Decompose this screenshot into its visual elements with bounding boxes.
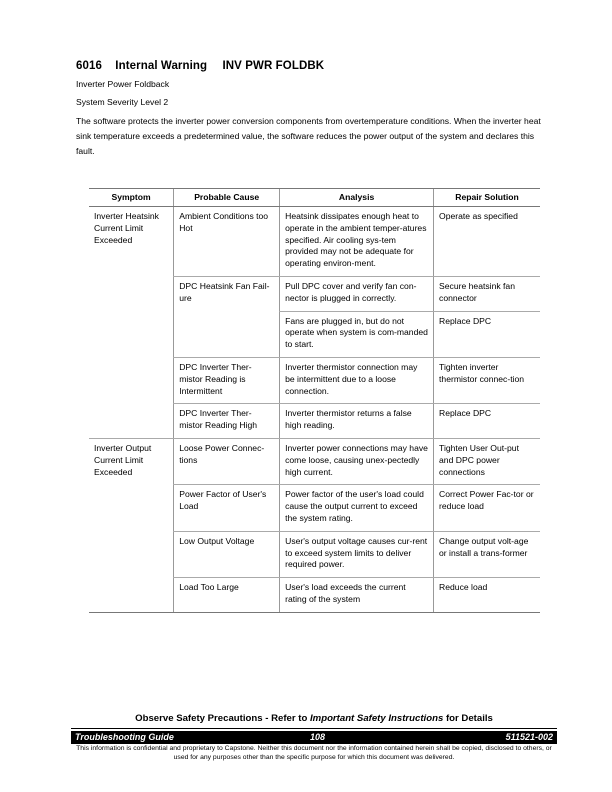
symptom-cell (89, 531, 174, 577)
safety-prefix: Observe Safety Precautions - Refer to (135, 713, 311, 724)
guide-title: Troubleshooting Guide (75, 732, 174, 742)
repair-cell: Tighten inverter thermistor connec-tion (434, 357, 540, 403)
fault-heading (76, 60, 548, 72)
column-header: Probable Cause (174, 189, 280, 207)
analysis-cell: Heatsink dissipates enough heat to operate in the ambient temper-atures specified. Air cooling sys-tem provided may not be adequate for operating environ-ment. (280, 207, 434, 277)
safety-link-text: Important Safety Instructions (310, 713, 444, 724)
page-content (76, 60, 548, 159)
repair-cell: Replace DPC (434, 311, 540, 357)
analysis-cell: Inverter thermistor connection may be intermittent due to a loose connection. (280, 357, 434, 403)
repair-cell: Secure heatsink fan connector (434, 276, 540, 311)
fault-name: Internal Warning (115, 60, 208, 72)
repair-cell: Change output volt-age or install a trans-former (434, 531, 540, 577)
symptom-cell: Inverter Heatsink Current Limit Exceeded (94, 211, 159, 245)
fault-mnemonic: INV PWR FOLDBK (222, 60, 325, 72)
cause-cell: Power Factor of User's Load (174, 485, 280, 531)
column-header: Repair Solution (434, 189, 540, 207)
cause-cell: Low Output Voltage (174, 531, 280, 577)
analysis-cell: Inverter thermistor returns a false high reading. (280, 404, 434, 439)
repair-cell: Tighten User Out-put and DPC power connections (434, 438, 540, 484)
repair-cell: Correct Power Fac-tor or reduce load (434, 485, 540, 531)
table-row (89, 357, 540, 403)
cause-cell: DPC Inverter Ther-mistor Reading High (174, 404, 280, 439)
table-header-row (89, 189, 540, 207)
column-header: Symptom (89, 189, 174, 207)
table-row (89, 207, 540, 277)
repair-cell: Operate as specified (434, 207, 540, 277)
safety-suffix: for Details (443, 713, 493, 724)
repair-cell: Reduce load (434, 578, 540, 613)
symptom-cell: Inverter Output Current Limit Exceeded (94, 442, 152, 477)
repair-cell: Replace DPC (434, 404, 540, 439)
analysis-cell: Fans are plugged in, but do not operate when system is com-manded to start. (280, 311, 434, 357)
fault-severity: System Severity Level 2 (76, 97, 169, 107)
column-header: Analysis (280, 189, 434, 207)
table-row (89, 404, 540, 439)
symptom-cell (89, 276, 174, 311)
safety-notice (71, 711, 557, 726)
table-row (89, 485, 540, 531)
analysis-cell: User's output voltage causes cur-rent to exceed system limits to deliver required power. (280, 531, 434, 577)
symptom-cell (89, 357, 174, 403)
troubleshooting-table (89, 188, 540, 613)
analysis-cell: Pull DPC cover and verify fan con-nector is plugged in correctly. (280, 276, 434, 311)
table-row (89, 531, 540, 577)
table-row (89, 578, 540, 613)
symptom-cell (89, 404, 174, 439)
fault-description: The software protects the inverter power conversion components from overtemperature conditions. When the inverter heat sink temperature exceeds a predetermined value, the software reduces the power output of the system and declares this fault. (76, 116, 541, 156)
confidentiality-notice: This information is confidential and proprietary to Capstone. Neither this document nor the information contained herein shall be copied, disclosed to others, or used for any purposes other than the specific purpose for which this document was delivered. (76, 745, 552, 761)
fault-subtitle: Inverter Power Foldback (76, 79, 170, 89)
cause-cell: DPC Inverter Ther-mistor Reading is Intermittent (174, 357, 280, 403)
symptom-cell (89, 311, 174, 357)
analysis-cell: Power factor of the user's load could cause the output current to exceed the system rating. (280, 485, 434, 531)
symptom-cell (89, 485, 174, 531)
footer-divider (71, 728, 557, 729)
page-number: 108 (310, 732, 326, 742)
cause-cell: DPC Heatsink Fan Fail-ure (174, 276, 280, 311)
table-row (89, 438, 540, 484)
document-number: 511521-002 (505, 732, 553, 742)
cause-cell: Load Too Large (174, 578, 280, 613)
symptom-cell (89, 578, 174, 613)
table-row (89, 311, 540, 357)
cause-cell: Ambient Conditions too Hot (174, 207, 280, 277)
cause-cell (174, 311, 280, 357)
analysis-cell: User's load exceeds the current rating of the system (280, 578, 434, 613)
table-row (89, 276, 540, 311)
fault-code: 6016 (76, 60, 102, 72)
cause-cell: Loose Power Connec-tions (174, 438, 280, 484)
footer-bar (71, 731, 557, 744)
analysis-cell: Inverter power connections may have come loose, causing unex-pectedly high current. (280, 438, 434, 484)
